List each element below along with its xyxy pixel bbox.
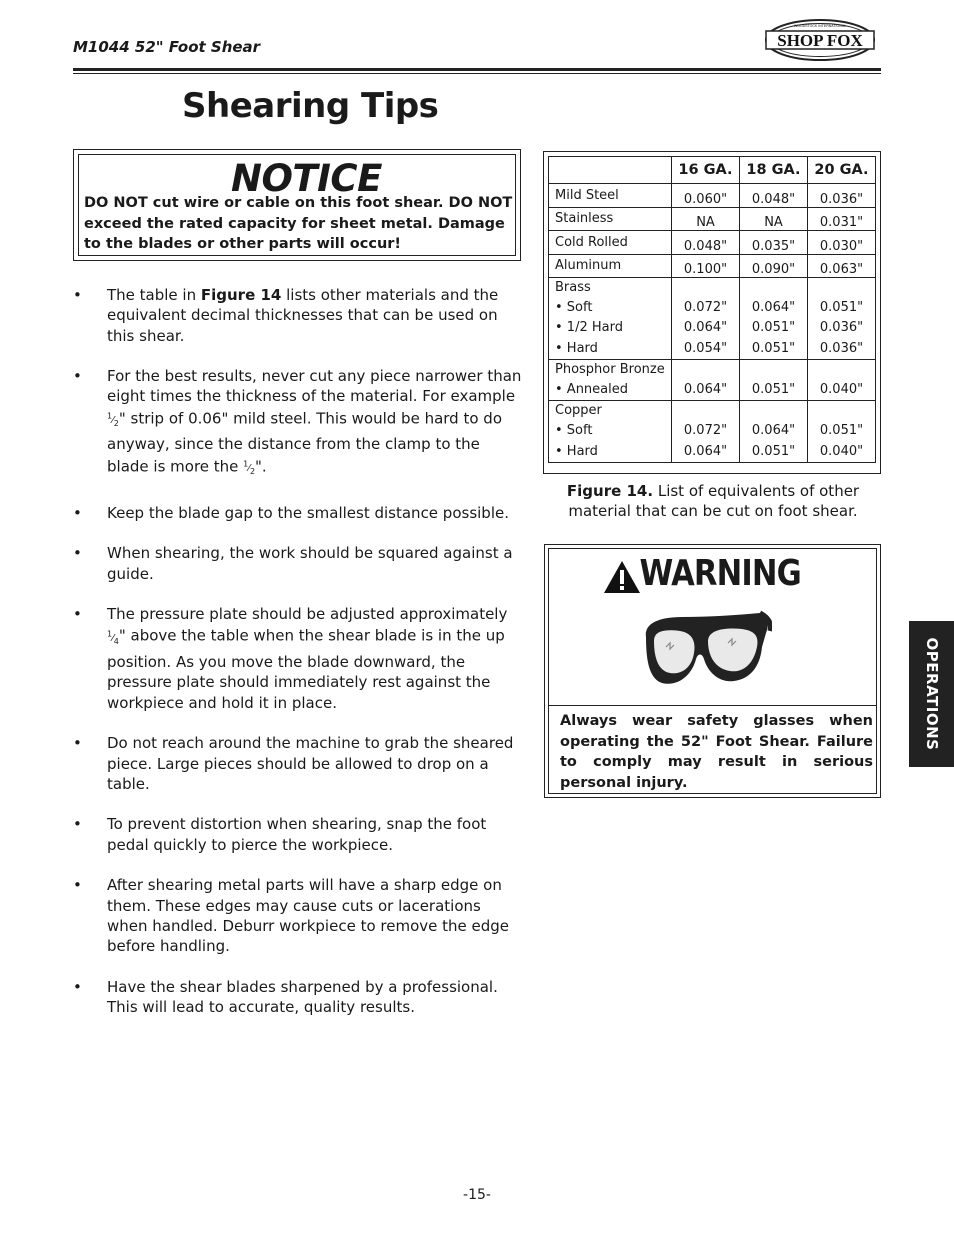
table-cell-20ga: 0.051" 0.036" 0.036" bbox=[808, 278, 876, 360]
tip-item: • The pressure plate should be adjusted approximately $^1⁄_4$" above the table when the shear blade is in the up position. As you move the blade downward, the pressure plate should immediately rest against the workpiece and hold it in place. bbox=[73, 605, 508, 712]
table-cell-20ga: 0.031" bbox=[808, 207, 876, 231]
table-cell-18ga: 0.051" bbox=[740, 359, 808, 400]
tip-item: • For the best results, never cut any piece narrower than eight times the thickness of the material. For example $^1⁄_2$" strip of 0.06" mild steel. This would be hard to do anyway, since the distance from the clamp to the blade is more the $^1⁄_2$". bbox=[73, 367, 522, 477]
table-cell-16ga: NA bbox=[672, 207, 740, 231]
table-cell-18ga: 0.035" bbox=[740, 231, 808, 255]
table-cell-material: Copper • Soft • Hard bbox=[549, 401, 672, 463]
table-header-20ga: 20 GA. bbox=[808, 157, 876, 184]
table-cell-16ga: 0.060" bbox=[672, 184, 740, 208]
tips-list bbox=[73, 285, 525, 1038]
table-row bbox=[549, 254, 876, 278]
table-header-blank bbox=[549, 157, 672, 184]
table-cell-material: Cold Rolled bbox=[549, 231, 672, 255]
table-cell-20ga: 0.030" bbox=[808, 231, 876, 255]
fraction: $^1⁄_2$ bbox=[107, 411, 119, 429]
section-side-tab: OPERATIONS bbox=[909, 621, 954, 767]
table-header-16ga: 16 GA. bbox=[672, 157, 740, 184]
tip-item: • To prevent distortion when shearing, snap the foot pedal quickly to pierce the workpiece. bbox=[73, 815, 487, 854]
table-cell-material: Stainless bbox=[549, 207, 672, 231]
table-row bbox=[549, 231, 876, 255]
table-row bbox=[549, 359, 876, 400]
figure-14-table bbox=[543, 151, 881, 474]
warning-text: Always wear safety glasses when operating the 52" Foot Shear. Failure to comply may result in serious personal injury. bbox=[560, 713, 873, 791]
page-number: -15- bbox=[463, 1187, 491, 1203]
table-cell-18ga: 0.064" 0.051" bbox=[740, 401, 808, 463]
warning-divider bbox=[549, 705, 876, 706]
table-cell-18ga: 0.064" 0.051" 0.051" bbox=[740, 278, 808, 360]
table-cell-20ga: 0.040" bbox=[808, 359, 876, 400]
table-cell-18ga: NA bbox=[740, 207, 808, 231]
safety-glasses-icon bbox=[642, 607, 772, 693]
table-cell-18ga: 0.048" bbox=[740, 184, 808, 208]
fraction: $^1⁄_4$ bbox=[107, 629, 119, 646]
header-rule-thick bbox=[73, 68, 881, 71]
figure-caption: Figure 14. List of equivalents of other material that can be cut on foot shear. bbox=[566, 482, 860, 520]
table-cell-16ga: 0.072" 0.064" bbox=[672, 401, 740, 463]
table-cell-16ga: 0.048" bbox=[672, 231, 740, 255]
table-cell-material: Aluminum bbox=[549, 254, 672, 278]
warning-box bbox=[544, 544, 881, 798]
svg-text:SHOP FOX: SHOP FOX bbox=[777, 31, 863, 50]
table-row bbox=[549, 184, 876, 208]
fraction: $^1⁄_2$ bbox=[243, 459, 256, 477]
table-row bbox=[549, 401, 876, 463]
table-cell-16ga: 0.072" 0.064" 0.054" bbox=[672, 278, 740, 360]
table-row bbox=[549, 207, 876, 231]
tip-item: • The table in Figure 14 lists other materials and the equivalent decimal thicknesses that can be used on this shear. bbox=[73, 286, 499, 345]
table-cell-20ga: 0.036" bbox=[808, 184, 876, 208]
header-title: M1044 52" Foot Shear bbox=[73, 38, 261, 56]
tip-item: • Keep the blade gap to the smallest distance possible. bbox=[73, 503, 509, 522]
tip-item: • Do not reach around the machine to grab the sheared piece. Large pieces should be allowed to drop on a table. bbox=[73, 734, 514, 793]
tip-item: • After shearing metal parts will have a sharp edge on them. These edges may cause cuts or lacerations when handled. Deburr workpiece to remove the edge before handling. bbox=[73, 876, 510, 956]
table-cell-material: Mild Steel bbox=[549, 184, 672, 208]
table-cell-18ga: 0.090" bbox=[740, 254, 808, 278]
page-title: Shearing Tips bbox=[182, 86, 439, 126]
tip-item: • When shearing, the work should be squared against a guide. bbox=[73, 544, 513, 583]
header-rule-thin bbox=[73, 73, 881, 74]
notice-title: NOTICE bbox=[231, 157, 382, 200]
table-cell-material: Brass • Soft • 1/2 Hard • Hard bbox=[549, 278, 672, 360]
svg-text:WOODSTOCK INTERNATIONAL: WOODSTOCK INTERNATIONAL bbox=[794, 24, 846, 28]
table-cell-material: Phosphor Bronze • Annealed bbox=[549, 359, 672, 400]
equivalents-table bbox=[548, 156, 876, 463]
table-cell-16ga: 0.064" bbox=[672, 359, 740, 400]
table-row bbox=[549, 278, 876, 360]
notice-text: DO NOT cut wire or cable on this foot shear. DO NOT exceed the rated capacity for sheet metal. Damage to the blades or other parts will occur! bbox=[84, 195, 513, 252]
shop-fox-logo bbox=[764, 18, 876, 62]
table-cell-20ga: 0.063" bbox=[808, 254, 876, 278]
notice-box bbox=[73, 149, 521, 261]
table-cell-20ga: 0.051" 0.040" bbox=[808, 401, 876, 463]
tip-item: • Have the shear blades sharpened by a professional. This will lead to accurate, quality results. bbox=[73, 977, 498, 1017]
warning-title: WARNING bbox=[639, 553, 801, 594]
table-cell-16ga: 0.100" bbox=[672, 254, 740, 278]
table-header-18ga: 18 GA. bbox=[740, 157, 808, 184]
